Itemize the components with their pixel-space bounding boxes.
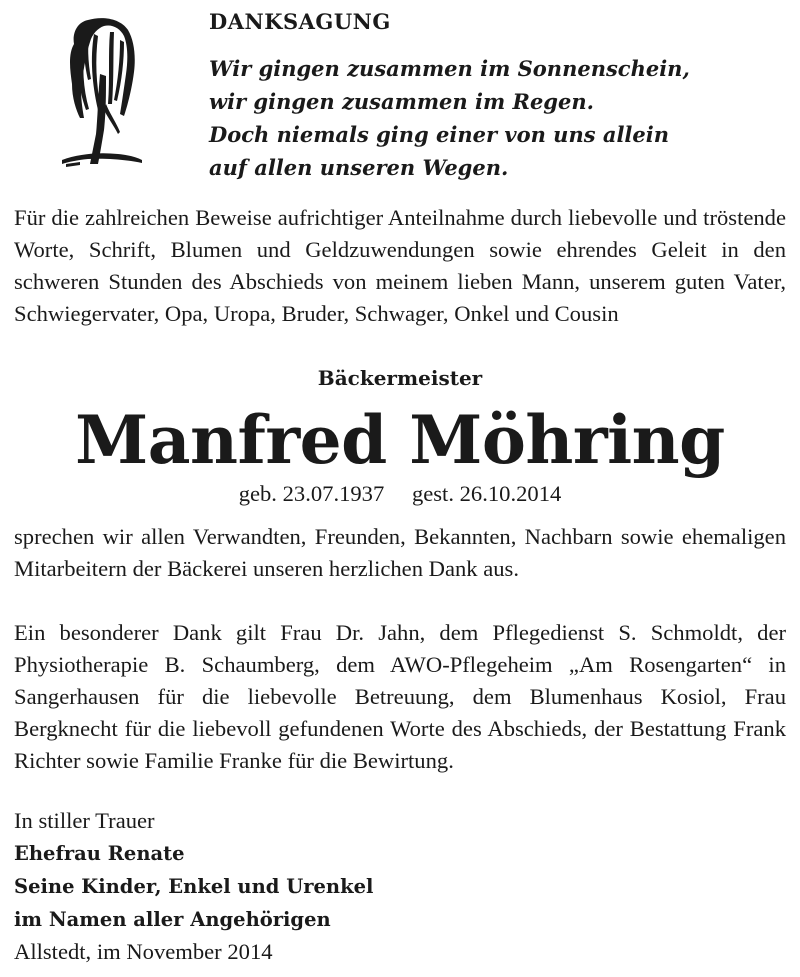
poem-line: wir gingen zusammen im Regen. [209, 89, 594, 114]
intro-paragraph: Für die zahlreichen Beweise aufrichtiger Anteilnahme durch liebevolle und tröstende Worte, Schrift, Blumen und Geldzuwendungen sowie ehrendes Geleit in den schweren Stunden des Abschieds von meinem lieben Mann, unserem guten Vater, Schwiegervater, Opa, Uropa, Bruder, Schwager, Onkel und Cousin [14, 205, 786, 326]
poem-line: auf allen unseren Wegen. [209, 155, 509, 180]
thanks-paragraph: sprechen wir allen Verwandten, Freunden, Bekannten, Nachbarn sowie ehemaligen Mitarbeitern der Bäckerei unseren herzlichen Dank aus. [14, 524, 786, 581]
signer-line: im Namen aller Angehörigen [14, 908, 331, 931]
poem-line: Doch niemals ging einer von uns allein [209, 122, 670, 147]
special-thanks-paragraph: Ein besonderer Dank gilt Frau Dr. Jahn, dem Pflegedienst S. Schmoldt, der Physiotherapie B. Schaumberg, dem AWO-Pflegeheim „Am Rosengarten“ in Sangerhausen für die liebevolle Betreuung, dem Blumenhaus Kosiol, Frau Bergknecht für die liebevoll gefundenen Worte des Abschieds, der Bestattung Frank Richter sowie Familie Franke für die Bewirtung. [14, 620, 786, 773]
birth-date: geb. 23.07.1937 [238, 481, 385, 506]
life-dates [0, 481, 800, 507]
place-and-date: Allstedt, im November 2014 [14, 939, 273, 964]
signer-line: Seine Kinder, Enkel und Urenkel [14, 875, 374, 898]
weeping-willow-icon [58, 14, 148, 184]
closing-block [14, 804, 373, 936]
closing-intro: In stiller Trauer [14, 808, 155, 833]
death-date: gest. 26.10.2014 [411, 481, 562, 506]
page-title: DANKSAGUNG [209, 9, 391, 34]
signer-line: Ehefrau Renate [14, 842, 185, 865]
deceased-profession: Bäckermeister [317, 366, 483, 390]
deceased-name: Manfred Möhring [75, 401, 725, 479]
poem [209, 52, 690, 184]
poem-line: Wir gingen zusammen im Sonnenschein, [209, 56, 690, 81]
